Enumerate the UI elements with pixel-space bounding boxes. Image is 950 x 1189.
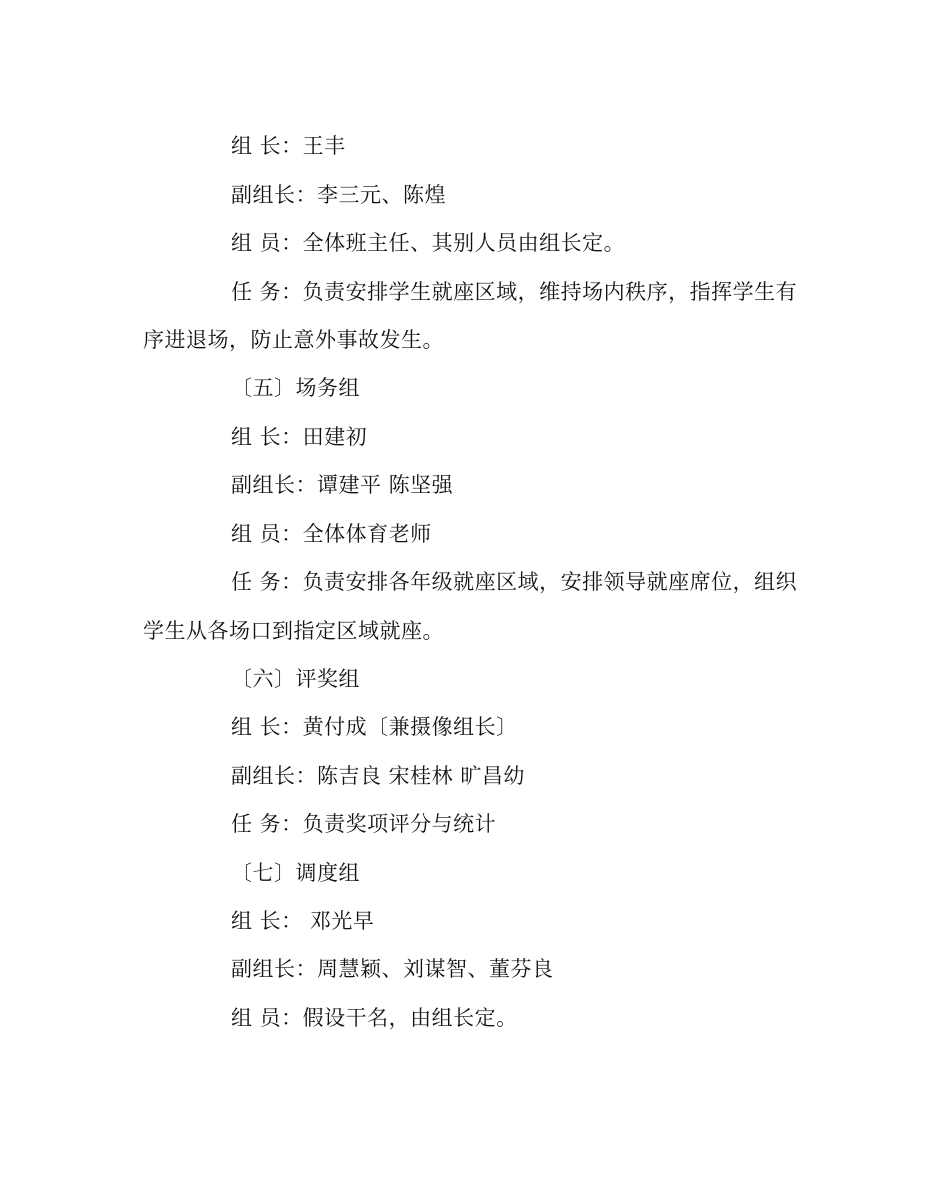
deputy-leader-line: 副组长：谭建平 陈坚强 [231,473,454,497]
deputy-leader-line: 副组长：周慧颖、刘谋智、董芬良 [231,957,554,981]
task-line-continued: 学生从各场口到指定区域就座。 [143,619,444,643]
group-leader-line: 组 长：黄付成〔兼摄像组长〕 [231,715,518,739]
section-heading: 〔五〕场务组 [231,376,360,400]
members-line: 组 员：全体体育老师 [231,522,432,546]
section-heading: 〔七〕调度组 [231,861,360,885]
group-leader-line: 组 长：王丰 [231,134,346,158]
members-line: 组 员：假设干名，由组长定。 [231,1006,518,1030]
task-line: 任 务：负责奖项评分与统计 [231,812,497,836]
members-line: 组 员：全体班主任、其别人员由组长定。 [231,231,626,255]
task-line-continued: 序进退场，防止意外事故发生。 [143,328,444,352]
group-leader-line: 组 长：田建初 [231,425,368,449]
section-heading: 〔六〕评奖组 [231,667,360,691]
task-line: 任 务：负责安排学生就座区域，维持场内秩序，指挥学生有 [231,280,798,304]
group-leader-line: 组 长： 邓光早 [231,909,375,933]
deputy-leader-line: 副组长：李三元、陈煌 [231,183,446,207]
task-line: 任 务：负责安排各年级就座区域，安排领导就座席位，组织 [231,570,798,594]
deputy-leader-line: 副组长：陈吉良 宋桂林 旷昌幼 [231,764,525,788]
